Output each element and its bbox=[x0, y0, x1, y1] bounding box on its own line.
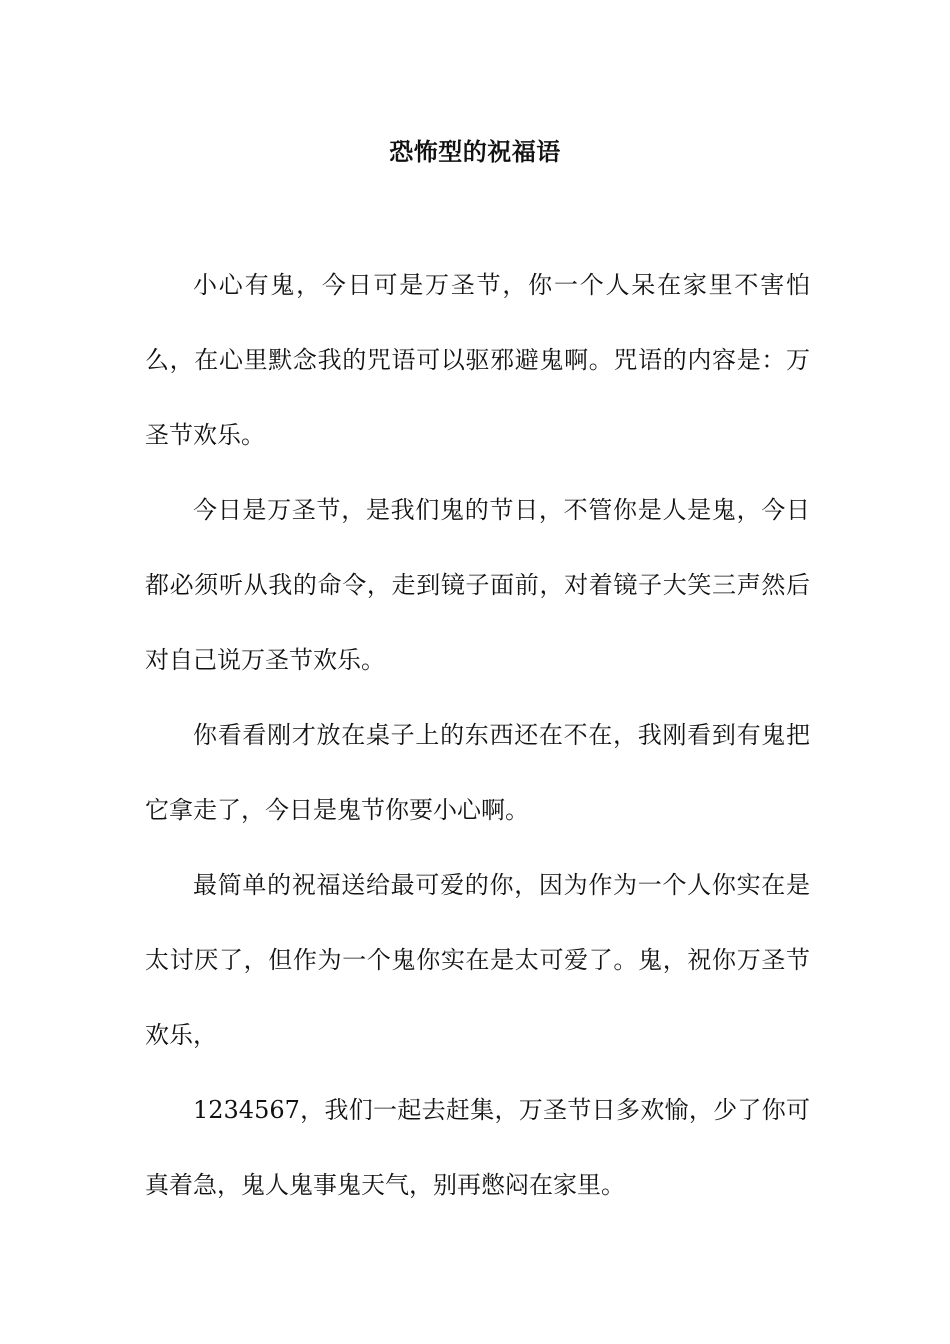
paragraph-1: 小心有鬼，今日可是万圣节，你一个人呆在家里不害怕么，在心里默念我的咒语可以驱邪避鬼啊。咒语的内容是：万圣节欢乐。 bbox=[145, 271, 810, 449]
paragraph-2: 今日是万圣节，是我们鬼的节日，不管你是人是鬼，今日都必须听从我的命令，走到镜子面前，对着镜子大笑三声然后对自己说万圣节欢乐。 bbox=[145, 496, 810, 674]
document-body bbox=[145, 248, 810, 1223]
paragraph-5: 1234567，我们一起去赶集，万圣节日多欢愉，少了你可真着急，鬼人鬼事鬼天气，别再憋闷在家里。 bbox=[145, 1096, 810, 1199]
paragraph-3: 你看看刚才放在桌子上的东西还在不在，我刚看到有鬼把它拿走了，今日是鬼节你要小心啊。 bbox=[145, 721, 810, 824]
page-title: 恐怖型的祝福语 bbox=[389, 137, 561, 166]
paragraph-4: 最简单的祝福送给最可爱的你，因为作为一个人你实在是太讨厌了，但作为一个鬼你实在是太可爱了。鬼，祝你万圣节欢乐， bbox=[145, 871, 810, 1049]
